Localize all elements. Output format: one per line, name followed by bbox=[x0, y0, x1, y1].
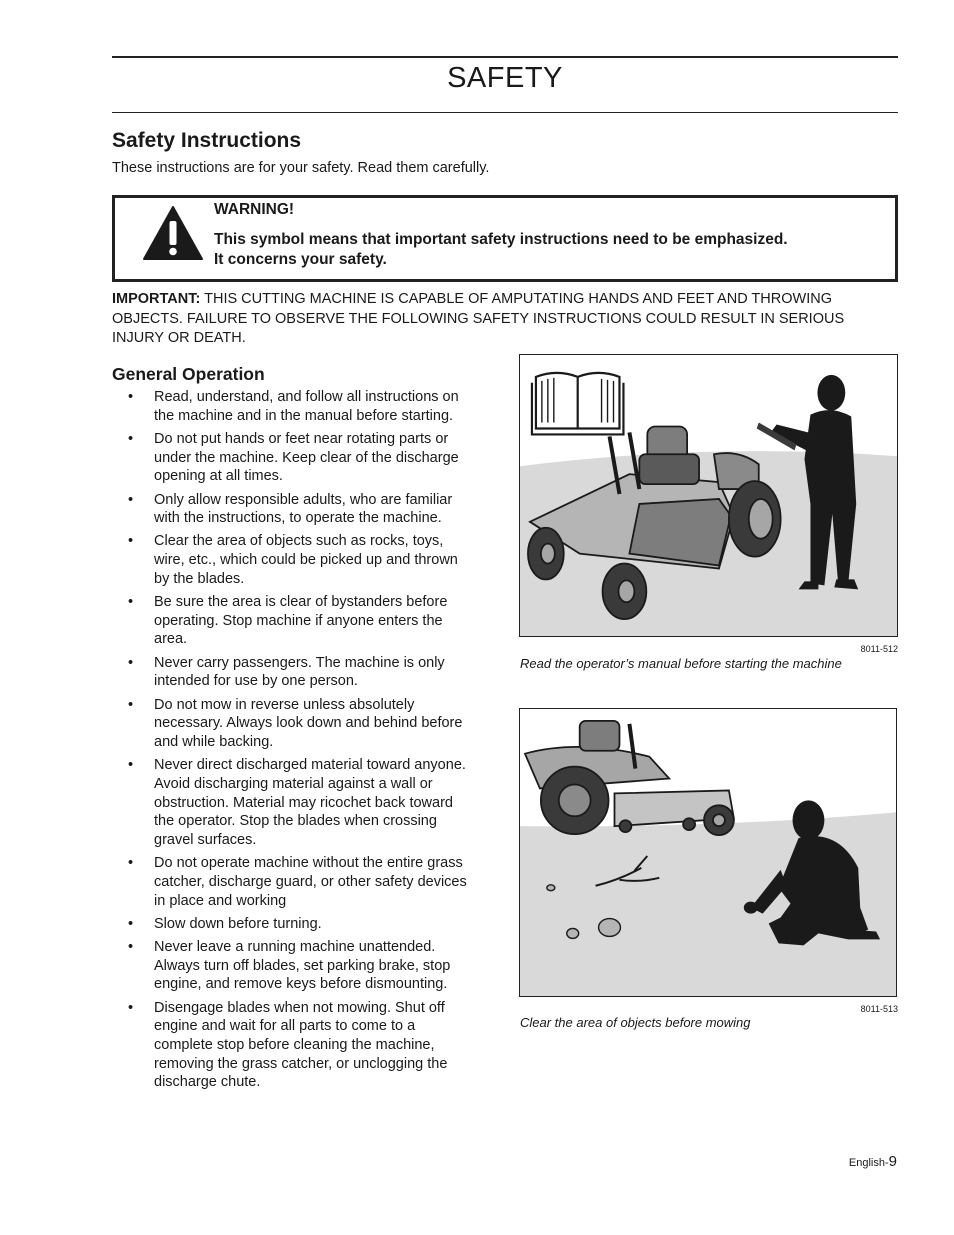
bullet-icon: • bbox=[128, 594, 134, 611]
list-item: • Be sure the area is clear of bystanders before operating. Stop machine if anyone enters the area. bbox=[128, 594, 448, 648]
bullet-icon: • bbox=[128, 533, 134, 550]
chapter-title: SAFETY bbox=[447, 62, 563, 94]
page-language: English- bbox=[848, 1157, 889, 1169]
figure-clear-area bbox=[519, 708, 897, 997]
section-title: Safety Instructions bbox=[112, 129, 302, 152]
figure-caption: Clear the area of objects before mowing bbox=[520, 1015, 751, 1030]
clear-area-illustration bbox=[520, 709, 896, 996]
list-item: • Never carry passengers. The machine is only intended for use by one person. bbox=[128, 654, 445, 690]
list-item: • Clear the area of objects such as rocks, toys, wire, etc., which could be picked up and thrown by the blades. bbox=[128, 533, 458, 587]
header-rule-bottom bbox=[112, 112, 898, 113]
bullet-icon: • bbox=[128, 999, 134, 1016]
list-item: • Slow down before turning. bbox=[128, 915, 322, 932]
section-intro: These instructions are for your safety. Read them carefully. bbox=[112, 160, 490, 176]
list-item: • Never direct discharged material toward anyone. Avoid discharging material against a wall or obstruction. Material may ricochet back toward the operator. Stop the blades when crossing gravel surfaces. bbox=[128, 757, 466, 848]
important-label: IMPORTANT: bbox=[112, 291, 201, 307]
warning-triangle-icon bbox=[142, 205, 204, 261]
bullet-icon: • bbox=[128, 654, 134, 671]
figure-code: 8011-512 bbox=[860, 644, 898, 654]
page-number-value: 9 bbox=[888, 1153, 897, 1170]
important-notice bbox=[112, 290, 898, 349]
warning-box bbox=[112, 195, 898, 282]
bullet-icon: • bbox=[128, 389, 134, 405]
general-operation-title: General Operation bbox=[112, 364, 265, 384]
riding-mower-icon bbox=[525, 721, 734, 835]
read-manual-illustration bbox=[520, 355, 897, 636]
list-item: • Never leave a running machine unattended. Always turn off blades, set parking brake, stop engine, and remove keys before dismounting. bbox=[128, 938, 451, 993]
figure-code: 8011-513 bbox=[860, 1004, 898, 1014]
warning-label: WARNING! bbox=[214, 201, 295, 218]
list-item: • Do not put hands or feet near rotating parts or under the machine. Keep clear of the discharge opening at all times. bbox=[128, 430, 459, 485]
list-item: • Read, understand, and follow all instructions on the machine and in the manual before starting. bbox=[128, 389, 459, 424]
important-text: THIS CUTTING MACHINE IS CAPABLE OF AMPUTATING HANDS AND FEET AND THROWING OBJECTS. FAILURE TO OBSERVE THE FOLLOWING SAFETY INSTRUCTIONS COULD RESULT IN SERIOUS INJURY OR DEATH. bbox=[112, 291, 845, 346]
warning-text-line-1: This symbol means that important safety instructions need to be emphasized. bbox=[214, 231, 788, 248]
bullet-icon: • bbox=[128, 430, 134, 447]
bullet-icon: • bbox=[128, 855, 134, 872]
warning-text-line-2: It concerns your safety. bbox=[214, 251, 387, 268]
page-number bbox=[849, 1153, 897, 1170]
list-item: • Do not operate machine without the entire grass catcher, discharge guard, or other safety devices in place and working bbox=[128, 855, 467, 909]
bullet-icon: • bbox=[128, 915, 134, 932]
bullet-icon: • bbox=[128, 696, 134, 713]
figure-caption: Read the operator’s manual before starting the machine bbox=[520, 656, 842, 671]
header-rule-top bbox=[112, 56, 898, 58]
bullet-icon: • bbox=[128, 491, 134, 508]
open-book-icon bbox=[532, 373, 624, 435]
bullet-icon: • bbox=[128, 938, 134, 955]
list-item: • Only allow responsible adults, who are familiar with the instructions, to operate the machine. bbox=[128, 491, 453, 527]
bullet-icon: • bbox=[128, 757, 134, 774]
list-item: • Do not mow in reverse unless absolutely necessary. Always look down and behind before and while backing. bbox=[128, 696, 463, 750]
general-operation-list bbox=[128, 388, 473, 1097]
list-item: • Disengage blades when not mowing. Shut off engine and wait for all parts to come to a complete stop before cleaning the machine, removing the grass catcher, or unclogging the discharge chute. bbox=[128, 999, 448, 1091]
figure-read-manual bbox=[519, 354, 898, 637]
